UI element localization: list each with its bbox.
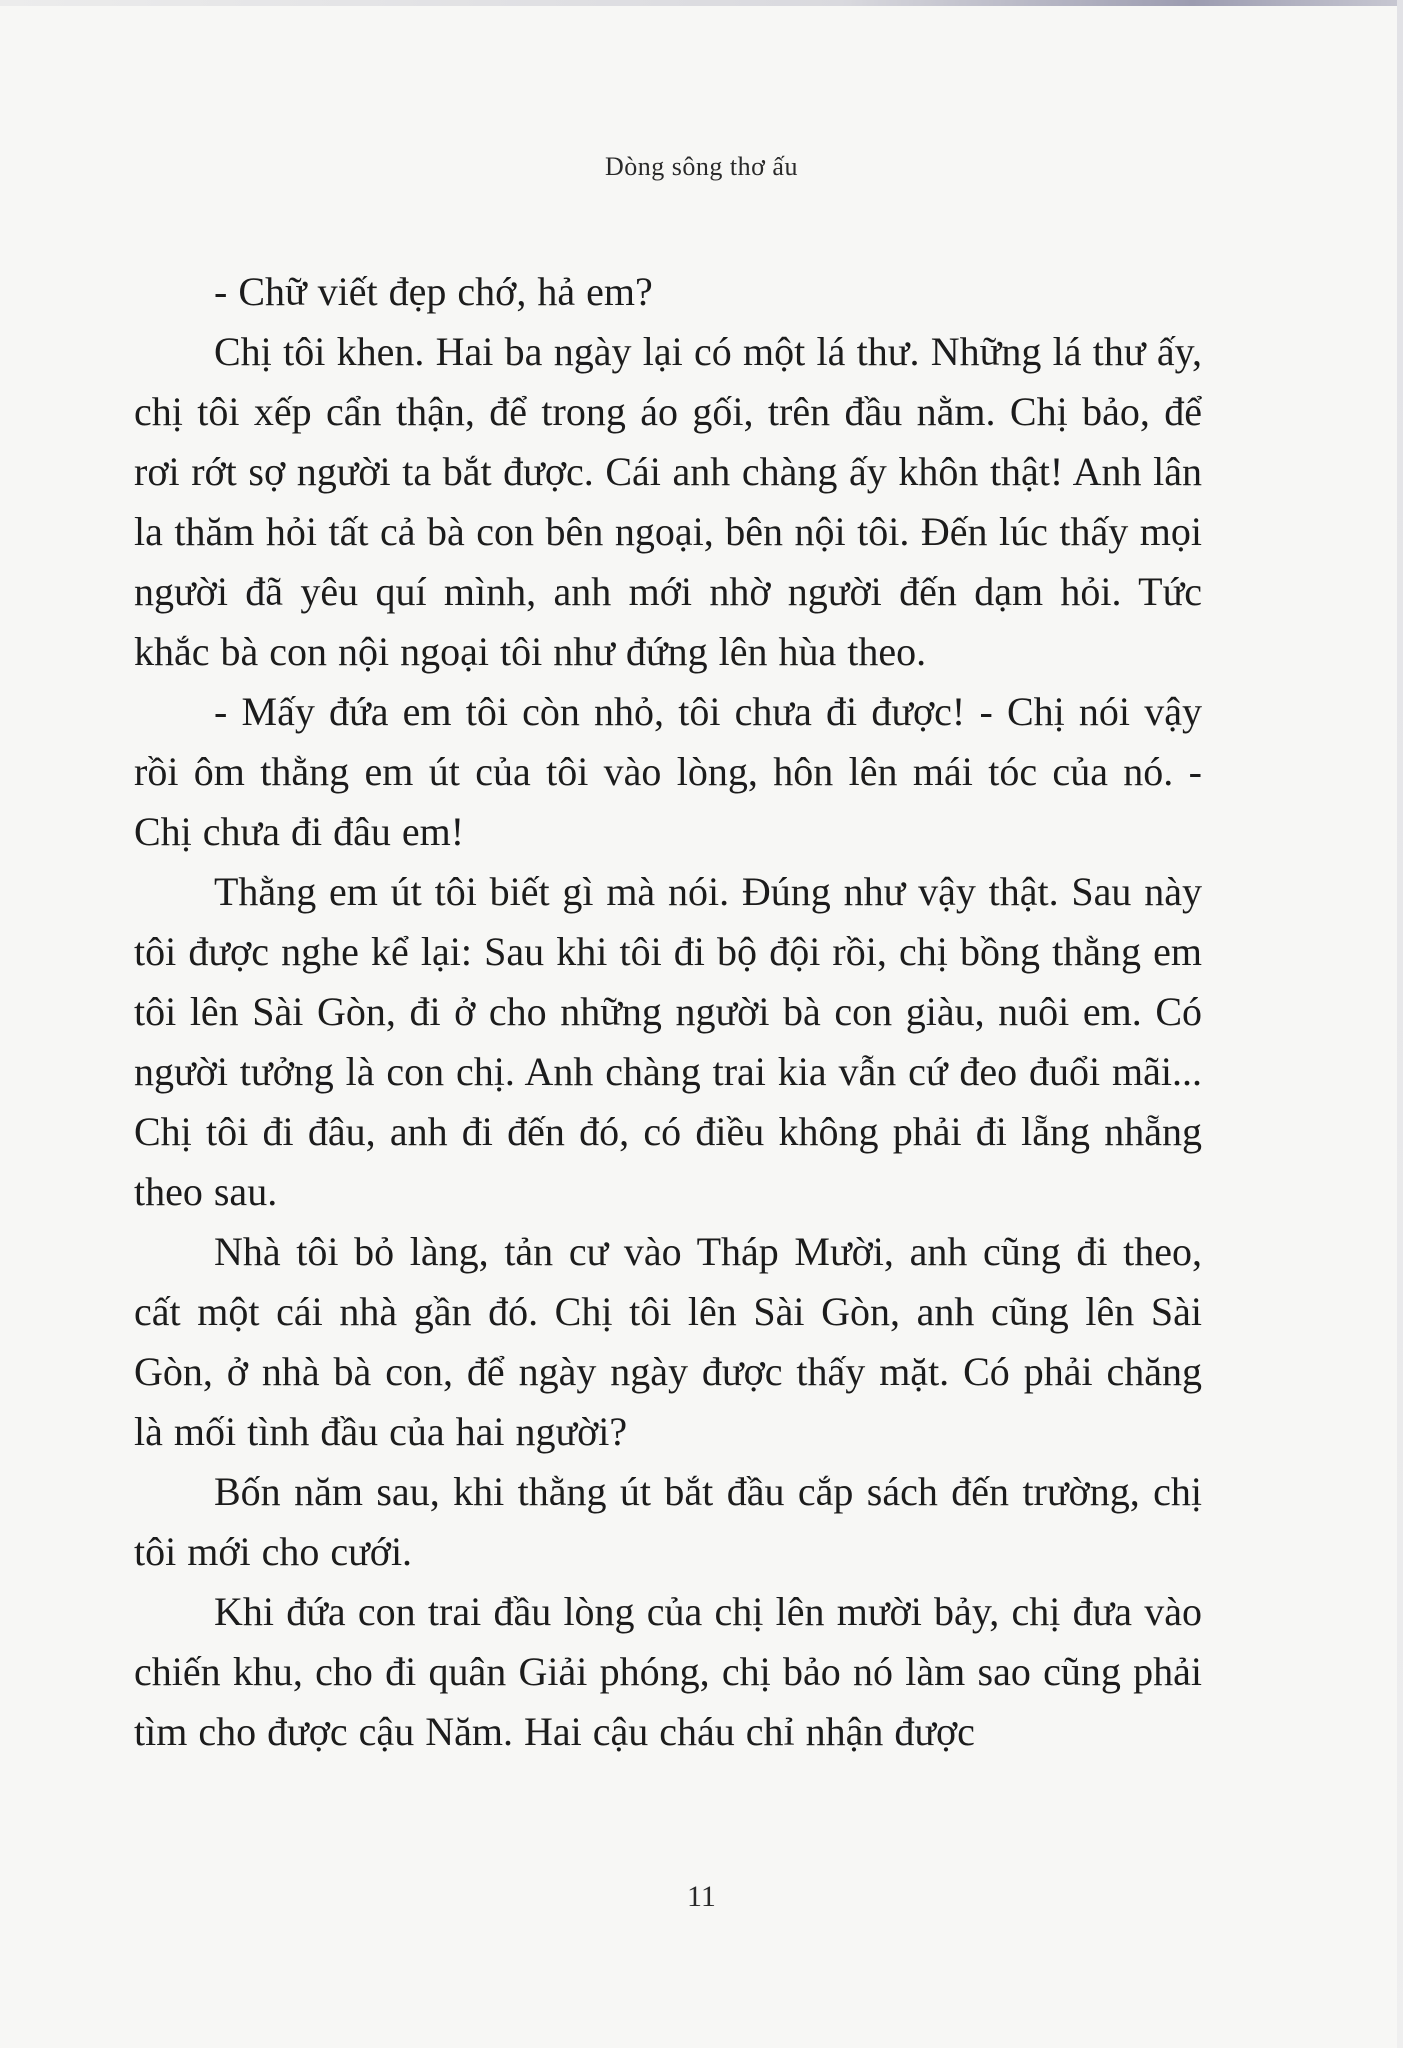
paragraph: Thằng em út tôi biết gì mà nói. Đúng như vậy thật. Sau này tôi được nghe kể lại: Sau khi tôi đi bộ đội rồi, chị bồng thằng em tôi lên Sài Gòn, đi ở cho những người bà con giàu, nuôi em. Có người tưởng là con chị. Anh chàng trai kia vẫn cứ đeo đuổi mãi... Chị tôi đi đâu, anh đi đến đó, có điều không phải đi lẵng nhẵng theo sau. <box>134 869 1202 1214</box>
paragraph: Nhà tôi bỏ làng, tản cư vào Tháp Mười, anh cũng đi theo, cất một cái nhà gần đó. Chị tôi lên Sài Gòn, anh cũng lên Sài Gòn, ở nhà bà con, để ngày ngày được thấy mặt. Có phải chăng là mối tình đầu của hai người? <box>134 1229 1202 1454</box>
running-head: Dòng sông thơ ấu <box>605 152 798 181</box>
page-number: 11 <box>687 1880 716 1913</box>
paragraph: Chị tôi khen. Hai ba ngày lại có một lá thư. Những lá thư ấy, chị tôi xếp cẩn thận, để trong áo gối, trên đầu nằm. Chị bảo, để rơi rớt sợ người ta bắt được. Cái anh chàng ấy khôn thật! Anh lân la thăm hỏi tất cả bà con bên ngoại, bên nội tôi. Đến lúc thấy mọi người đã yêu quí mình, anh mới nhờ người đến dạm hỏi. Tức khắc bà con nội ngoại tôi như đứng lên hùa theo. <box>134 329 1202 674</box>
body-text <box>134 262 1202 1762</box>
paragraph: - Chữ viết đẹp chớ, hả em? <box>214 269 653 314</box>
page-right-edge <box>1397 0 1403 2048</box>
paragraph: Bốn năm sau, khi thằng út bắt đầu cắp sách đến trường, chị tôi mới cho cưới. <box>134 1469 1202 1574</box>
paragraph: Khi đứa con trai đầu lòng của chị lên mười bảy, chị đưa vào chiến khu, cho đi quân Giải phóng, chị bảo nó làm sao cũng phải tìm cho được cậu Năm. Hai cậu cháu chỉ nhận được <box>134 1589 1202 1754</box>
paragraph: - Mấy đứa em tôi còn nhỏ, tôi chưa đi được! - Chị nói vậy rồi ôm thằng em út của tôi vào lòng, hôn lên mái tóc của nó. - Chị chưa đi đâu em! <box>134 689 1202 854</box>
page-top-edge <box>0 0 1403 6</box>
